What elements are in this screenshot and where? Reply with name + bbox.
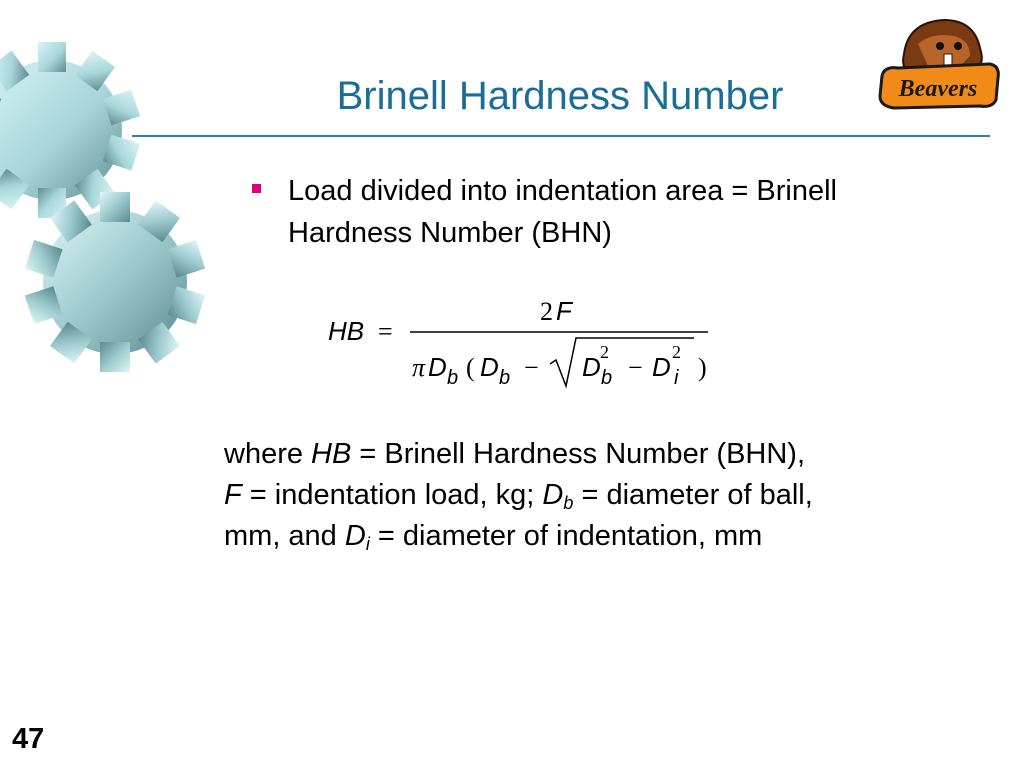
hb-symbol: HB — [311, 438, 352, 470]
formula-exp1: 2 — [600, 342, 609, 362]
formula-d4: D — [652, 352, 671, 382]
bullet-square-icon — [252, 184, 261, 193]
upper-gear-icon — [0, 42, 140, 218]
lower-gear-icon — [25, 192, 205, 372]
db-symbol: D — [542, 479, 564, 511]
mm-and-text: mm, and — [224, 520, 345, 552]
brinell-formula — [322, 282, 722, 392]
formula-open-paren: ( — [466, 353, 475, 382]
formula-exp2: 2 — [672, 342, 681, 362]
formula-sub-i: i — [674, 367, 679, 389]
hb-description: = Brinell Hardness Number (BHN), — [351, 438, 806, 470]
formula-sub-b2: b — [499, 367, 511, 389]
formula-d3: D — [582, 352, 601, 382]
decorative-gears-icon — [0, 0, 210, 390]
formula-d2: D — [480, 352, 499, 382]
slide-number: 47 — [12, 723, 45, 755]
definition-line-3 — [224, 516, 964, 557]
formula-close-paren: ) — [698, 353, 707, 382]
slide-title: Brinell Hardness Number — [336, 74, 784, 118]
di-symbol: D — [344, 520, 366, 552]
formula-numerator-coef: 2 — [540, 297, 553, 326]
variable-definitions — [224, 434, 964, 557]
logo-text: Beavers — [898, 76, 978, 102]
formula-lhs: HB — [328, 316, 365, 346]
formula-sub-b1: b — [447, 367, 459, 389]
f-symbol: F — [224, 479, 242, 511]
db-description: = diameter of ball, — [573, 479, 813, 511]
definition-line-1 — [224, 434, 964, 475]
bullet-text: Load divided into indentation area = Brinell Hardness Number (BHN) — [288, 175, 837, 249]
formula-equals: = — [378, 317, 393, 346]
formula-sub-b3: b — [601, 367, 613, 389]
formula-minus1: − — [524, 353, 539, 382]
di-description: = diameter of indentation, mm — [369, 520, 763, 552]
formula-graphic — [322, 282, 722, 392]
formula-minus2: − — [628, 353, 643, 382]
formula-d1: D — [428, 352, 447, 382]
title-divider — [132, 135, 990, 137]
definition-line-2 — [224, 475, 964, 516]
f-description: = indentation load, kg; — [241, 479, 543, 511]
di-subscript: i — [365, 534, 370, 554]
formula-pi: π — [412, 353, 426, 382]
where-text: where — [224, 438, 312, 470]
formula-numerator-var: F — [556, 296, 572, 326]
db-subscript: b — [563, 493, 574, 513]
